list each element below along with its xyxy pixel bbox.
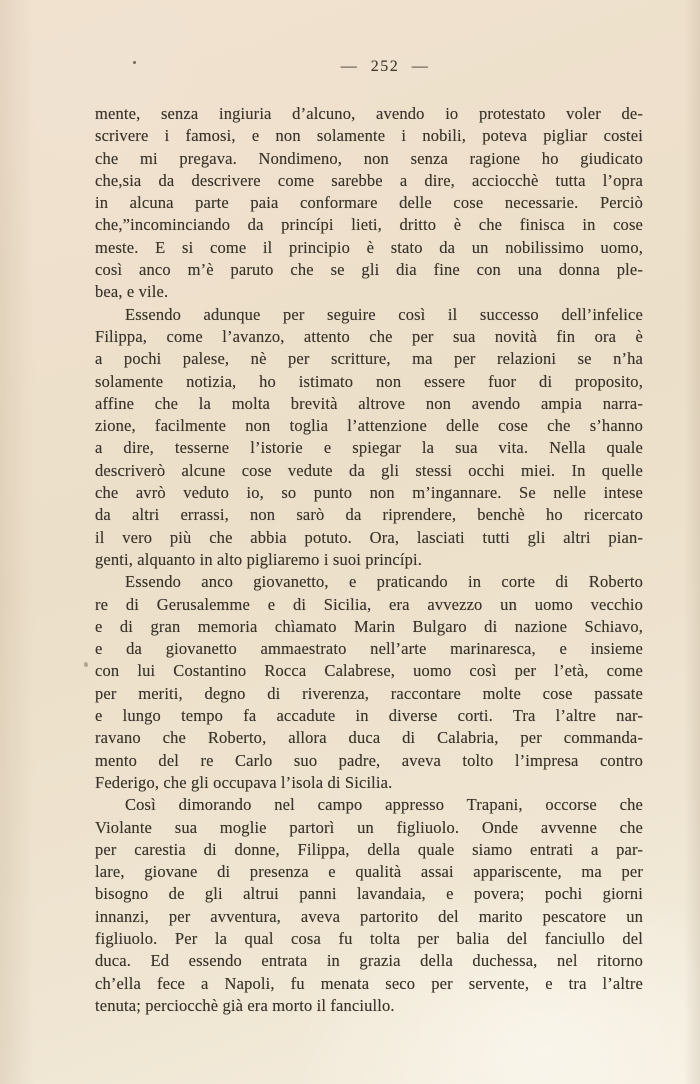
text-line: a dire, tesserne l’istorie e spiegar la sua vita. Nella quale [95, 438, 643, 458]
text-line: ravano che Roberto, allora duca di Calabria, per commanda- [95, 728, 643, 748]
text-line: genti, alquanto in alto pigliaremo i suoi princípi. [95, 549, 423, 569]
text-line: solamente notizia, ho istimato non essere fuor di proposito, [95, 371, 643, 391]
text-line: Essendo adunque per seguire così il successo dell’infelice [125, 304, 643, 324]
text-line: lare, giovane di presenza e qualità assai appariscente, ma per [95, 862, 643, 882]
text-line: e da giovanetto ammaestrato nell’arte marinaresca, e insieme [95, 639, 643, 659]
ink-speck [84, 662, 88, 667]
text-line: per meriti, degno di riverenza, raccontare molte cose passate [95, 683, 643, 703]
text-block [95, 103, 643, 1017]
text-line: che,sia da descrivere come sarebbe a dire, acciocchè tutta l’opra [95, 170, 643, 190]
text-line: mento del re Carlo suo padre, aveva tolto l’impresa contro [95, 750, 643, 770]
text-line: che avrò veduto io, so punto non m’ingannare. Se nelle intese [95, 483, 643, 503]
page-number: — 252 — [340, 58, 430, 75]
text-line: figliuolo. Per la qual cosa fu tolta per balia del fanciullo del [95, 928, 643, 948]
paragraph [95, 103, 643, 304]
text-line: da altri errassi, non sarò da riprendere, benchè ho ricercato [95, 505, 643, 525]
text-line: bisogno de gli altrui panni lavandaia, e povera; pochi giorni [95, 884, 643, 904]
text-line: Essendo anco giovanetto, e praticando in corte di Roberto [125, 572, 643, 592]
text-line: mente, senza ingiuria d’alcuno, avendo io protestato voler de- [95, 104, 643, 123]
text-line: meste. E si come il principio è stato da un nobilissimo uomo, [95, 237, 643, 257]
text-line: e lungo tempo fa accadute in diverse corti. Tra l’altre nar- [95, 706, 643, 726]
text-line: con lui Costantino Rocca Calabrese, uomo così per l’età, come [95, 661, 643, 681]
text-line: scrivere i famosi, e non solamente i nobili, poteva pigliar costei [95, 126, 643, 146]
text-line: innanzi, per avventura, aveva partorito del marito pescatore un [95, 906, 643, 926]
text-line: il vero più che abbia potuto. Ora, lasciati tutti gli altri pian- [95, 527, 643, 547]
text-line: per carestia di donne, Filippa, della quale siamo entrati a par- [95, 839, 643, 859]
text-line: tenuta; perciocchè già era morto il fanciullo. [95, 995, 395, 1015]
paragraph [95, 794, 643, 1017]
text-line: duca. Ed essendo entrata in grazia della duchessa, nel ritorno [95, 951, 643, 971]
text-line: ch’ella fece a Napoli, fu menata seco per servente, e tra l’altre [95, 973, 643, 993]
text-line: così anco m’è paruto che se gli dia fine con una donna ple- [95, 260, 643, 280]
text-line: Filippa, come l’avanzo, attento che per sua novità fin ora è [95, 326, 643, 346]
text-line: re di Gerusalemme e di Sicilia, era avvezzo un uomo vecchio [95, 594, 643, 614]
text-line: Così dimorando nel campo appresso Trapani, occorse che [125, 795, 643, 815]
text-line: a pochi palese, nè per scritture, ma per relazioni se n’ha [95, 349, 643, 369]
text-line: e di gran memoria chìamato Marin Bulgaro di nazione Schiavo, [95, 616, 643, 636]
paragraph [95, 571, 643, 794]
text-line: che mi pregava. Nondimeno, non senza ragione ho giudicato [95, 148, 643, 168]
text-line: affine che la molta brevità altrove non avendo ampia narra- [95, 393, 643, 413]
text-line: in alcuna parte paia conformare delle cose necessarie. Perciò [95, 193, 643, 213]
text-line: descriverò alcune cose vedute da gli stessi occhi miei. In quelle [95, 460, 643, 480]
paragraph [95, 304, 643, 572]
text-line: bea, e vile. [95, 282, 169, 302]
text-line: zione, facilmente non toglia l’attenzione delle cose che s’hanno [95, 416, 643, 436]
text-line: Federigo, che gli occupava l’isola di Sicilia. [95, 772, 393, 792]
ink-speck [133, 61, 136, 64]
text-line: che,”incominciando da princípi lieti, dritto è che finisca in cose [95, 215, 643, 235]
text-line: Violante sua moglie partorì un figliuolo. Onde avvenne che [95, 817, 643, 837]
